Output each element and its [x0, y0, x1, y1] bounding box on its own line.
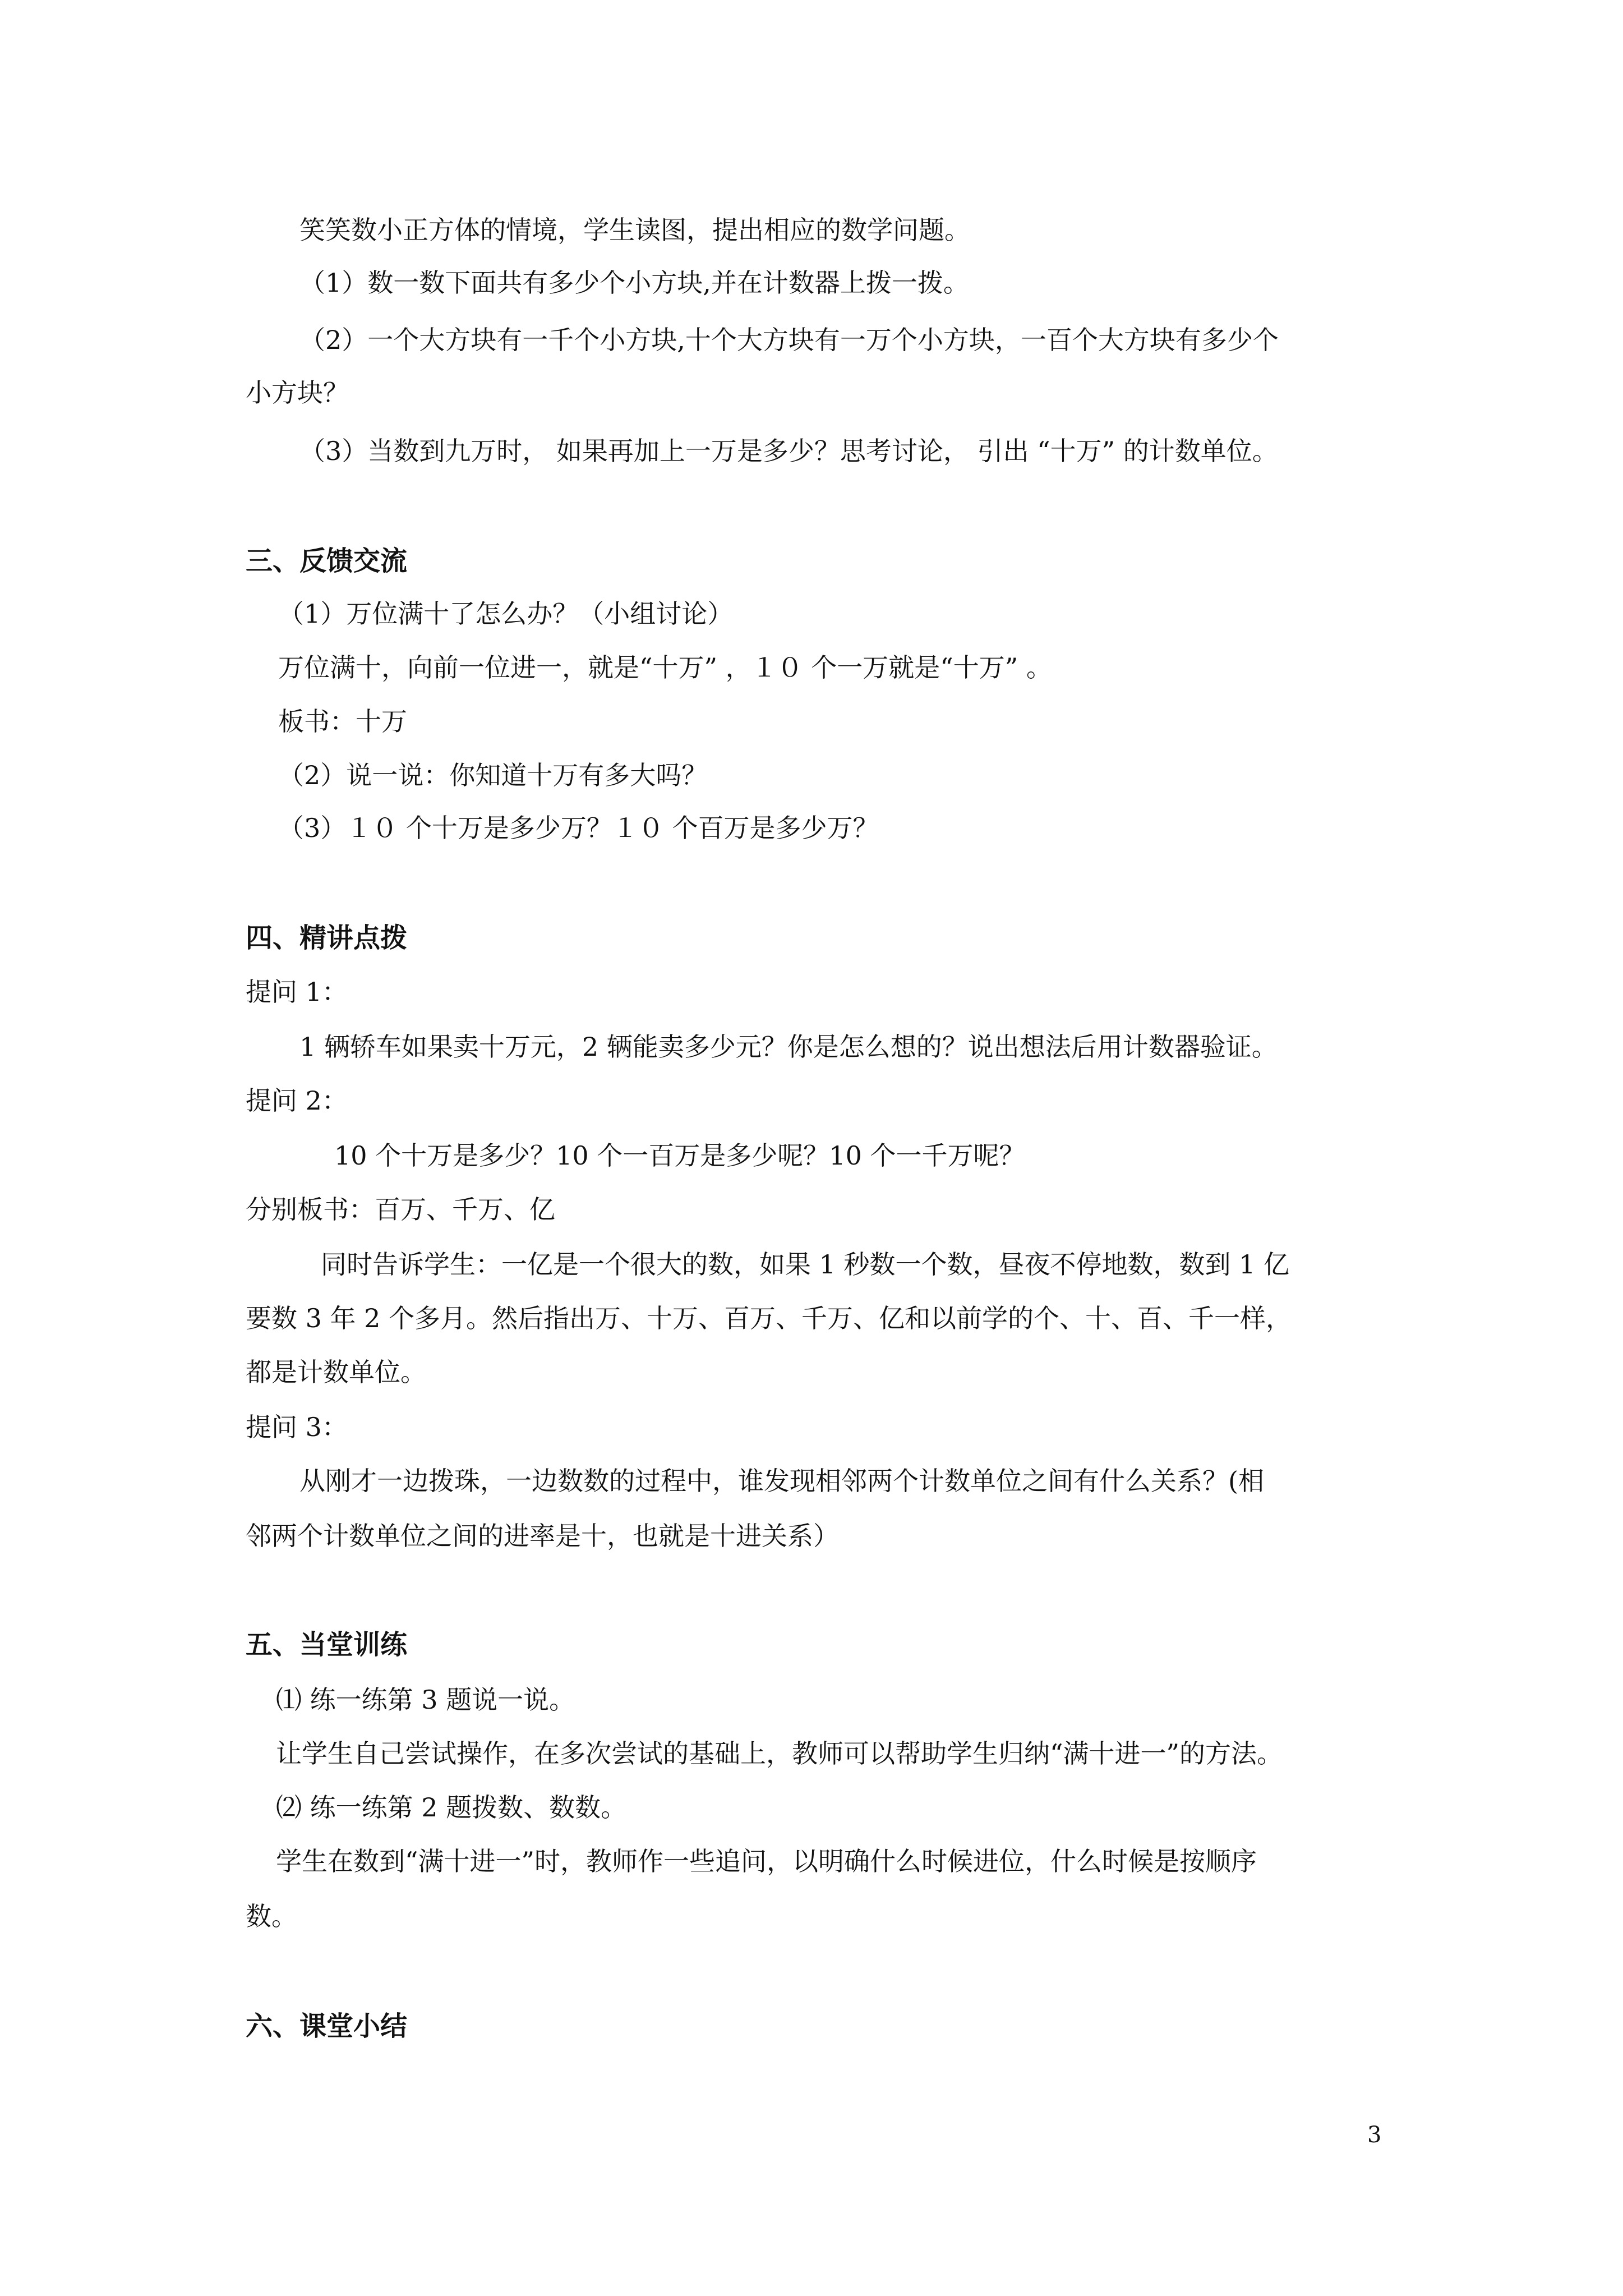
section-heading-summary: 六、课堂小结: [246, 2010, 408, 2042]
paragraph-line: ⑵ 练一练第 2 题拨数、数数。: [276, 1792, 627, 1823]
paragraph-line: （3）当数到九万时， 如果再加上一万是多少？思考讨论， 引出 “十万” 的计数单位。: [299, 436, 1278, 466]
paragraph-line: 数。: [246, 1901, 297, 1931]
paragraph-line: 要数 3 年 2 个多月。然后指出万、十万、百万、千万、亿和以前学的个、十、百、千一样，: [246, 1303, 1292, 1333]
section-heading-feedback: 三、反馈交流: [246, 545, 408, 577]
paragraph-line: 分别板书：百万、千万、亿: [246, 1194, 555, 1225]
paragraph-line: 学生在数到“满十进一”时，教师作一些追问，以明确什么时候进位，什么时候是按顺序: [276, 1846, 1257, 1876]
paragraph-line: （2）说一说：你知道十万有多大吗？: [278, 760, 708, 790]
paragraph-line: 笑笑数小正方体的情境，学生读图，提出相应的数学问题。: [299, 215, 970, 245]
paragraph-line: （2）一个大方块有一千个小方块,十个大方块有一万个小方块，一百个大方块有多少个: [299, 325, 1279, 355]
section-heading-practice: 五、当堂训练: [246, 1629, 408, 1660]
paragraph-line: （1）万位满十了怎么办？（小组讨论）: [278, 599, 734, 629]
paragraph-line: 板书：十万: [278, 706, 407, 737]
paragraph-line: 万位满十，向前一位进一，就是“十万” ，１０ 个一万就是“十万” 。: [278, 652, 1052, 683]
paragraph-line: 让学生自己尝试操作，在多次尝试的基础上，教师可以帮助学生归纳“满十进一”的方法。: [276, 1738, 1283, 1769]
paragraph-line: （3）１０ 个十万是多少万？１０ 个百万是多少万？: [278, 813, 879, 843]
paragraph-line: 小方块？: [246, 378, 349, 408]
paragraph-line: （1）数一数下面共有多少个小方块,并在计数器上拨一拨。: [299, 268, 969, 298]
paragraph-line: 提问 2：: [246, 1085, 348, 1116]
paragraph-line: 10 个十万是多少？10 个一百万是多少呢？10 个一千万呢？: [334, 1140, 1025, 1171]
paragraph-line: 邻两个计数单位之间的进率是十，也就是十进关系）: [246, 1521, 839, 1551]
paragraph-line: 1 辆轿车如果卖十万元，2 辆能卖多少元？你是怎么想的？说出想法后用计数器验证。: [299, 1032, 1278, 1062]
paragraph-line: 提问 3：: [246, 1412, 348, 1442]
paragraph-line: 同时告诉学生：一亿是一个很大的数，如果 1 秒数一个数，昼夜不停地数，数到 1 亿: [321, 1249, 1290, 1280]
paragraph-line: 都是计数单位。: [246, 1357, 426, 1387]
section-heading-explanation: 四、精讲点拨: [246, 922, 408, 954]
paragraph-line: 从刚才一边拨珠，一边数数的过程中，谁发现相邻两个计数单位之间有什么关系？(相: [299, 1466, 1264, 1496]
paragraph-line: ⑴ 练一练第 3 题说一说。: [276, 1685, 575, 1715]
page-number: 3: [1367, 2122, 1382, 2148]
paragraph-line: 提问 1：: [246, 977, 348, 1007]
